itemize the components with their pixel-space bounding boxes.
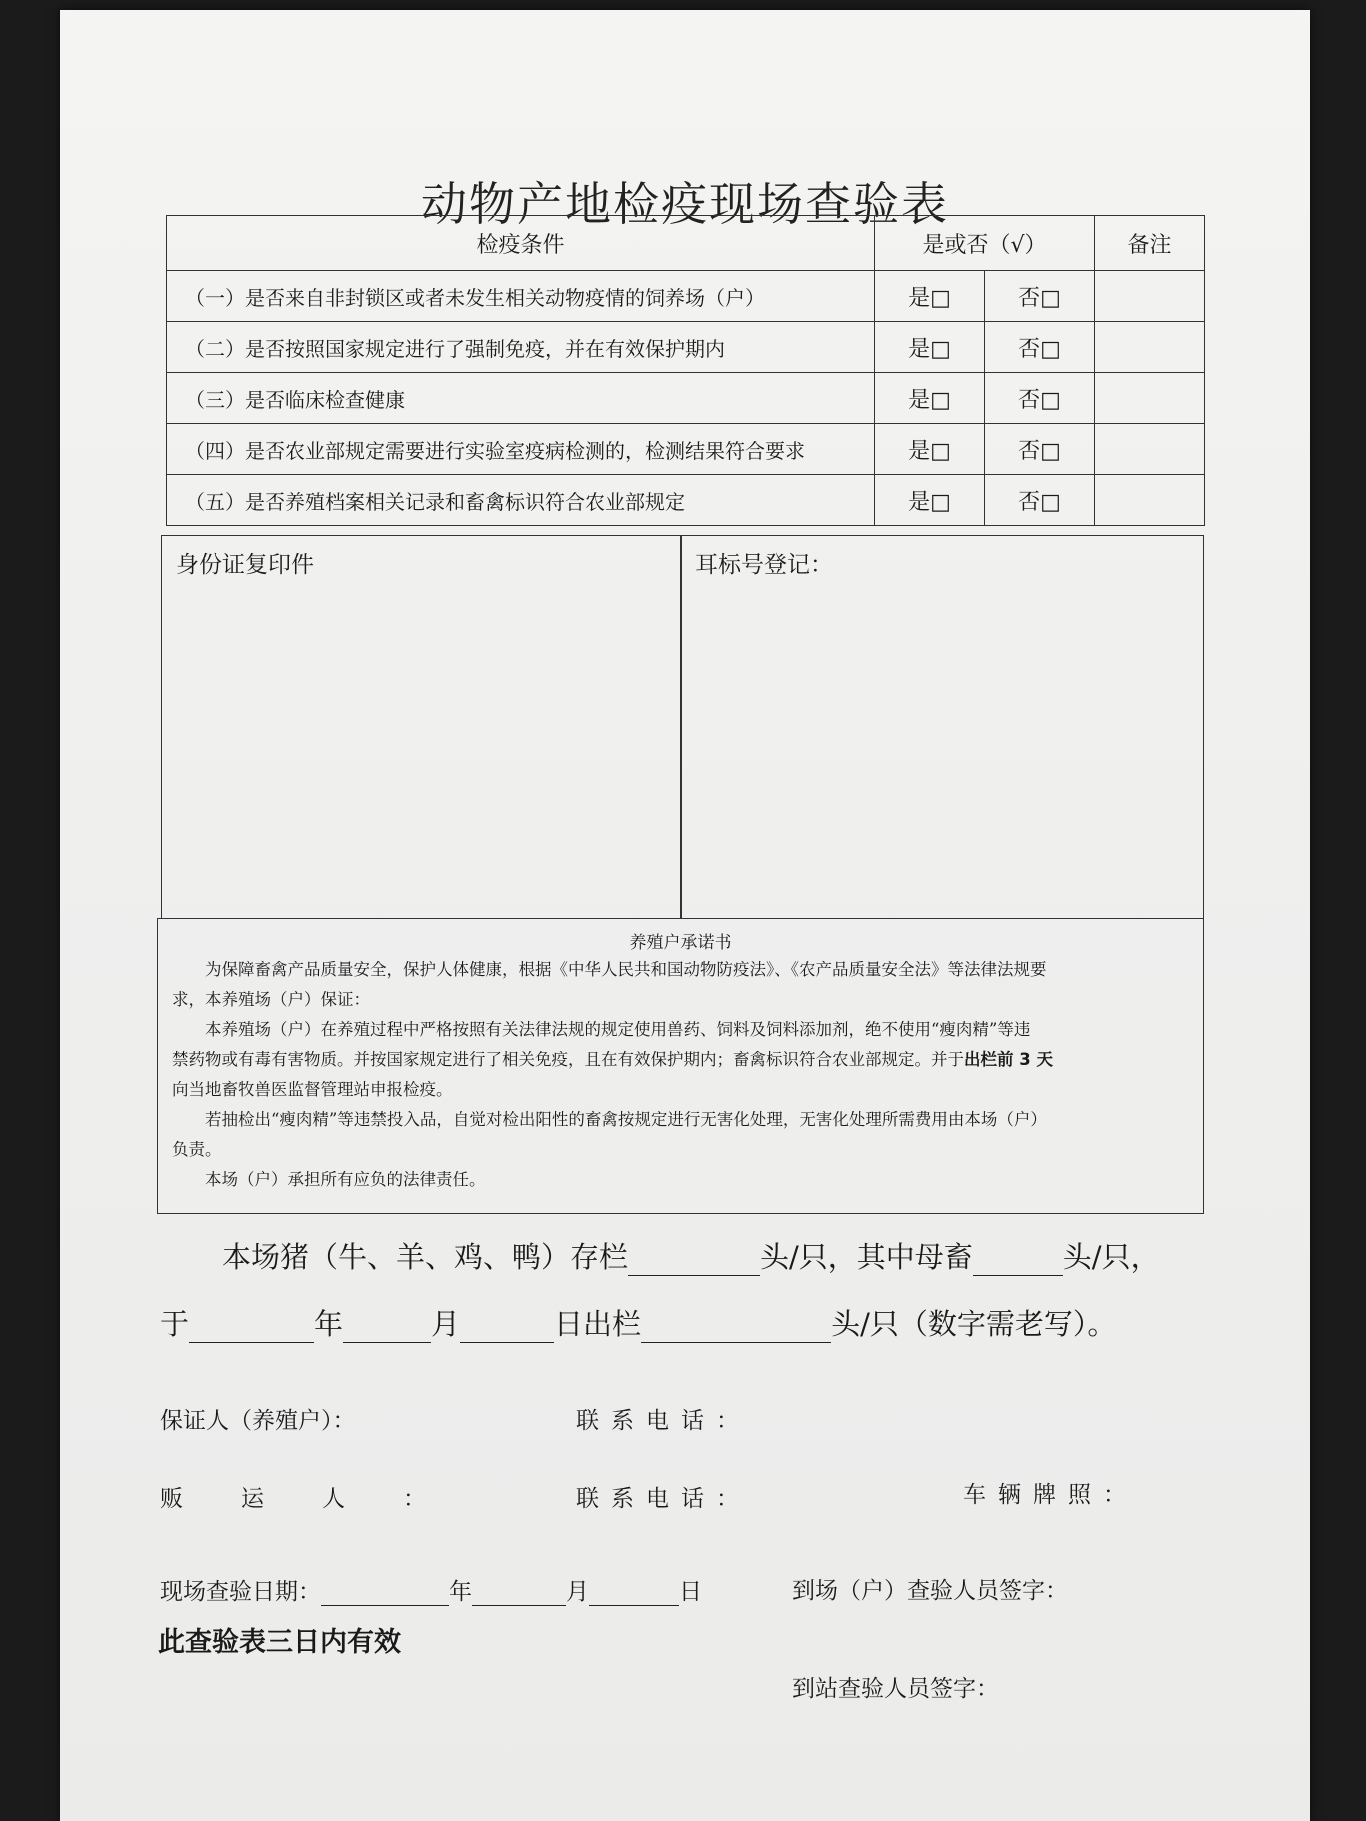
inspection-date-row: 现场查验日期： 年 月 日 <box>160 1579 702 1605</box>
pledge-title: 养殖户承诺书 <box>629 933 732 953</box>
table-row <box>167 271 1205 322</box>
yes-checkbox-5[interactable]: 是□ <box>875 475 985 526</box>
phone-label-2: 联系电话： <box>576 1486 751 1512</box>
pledge-paragraph-2-cont: 禁药物或有毒有害物质。并按国家规定进行了相关免疫，且在有效保护期内；畜禽标识符合农业部规定。并于出栏前 3 天 <box>172 1050 1053 1069</box>
condition-5: （五）是否养殖档案相关记录和畜禽标识符合农业部规定 <box>167 475 875 526</box>
yes-checkbox-3[interactable]: 是□ <box>875 373 985 424</box>
condition-3: （三）是否临床检查健康 <box>167 373 875 424</box>
id-copy-box[interactable] <box>161 535 682 919</box>
header-note: 备注 <box>1095 216 1205 271</box>
inspection-conditions-table <box>166 215 1205 526</box>
table-row <box>167 373 1205 424</box>
stock-line-2: 于 年 月 日出栏 头/只（数字需老写）。 <box>160 1307 1117 1341</box>
out-month-field[interactable] <box>343 1314 431 1343</box>
id-copy-label: 身份证复印件 <box>176 552 314 578</box>
inspection-year-field[interactable] <box>321 1579 449 1606</box>
phone-label-1: 联系电话： <box>576 1408 751 1434</box>
female-count-field[interactable] <box>973 1247 1063 1276</box>
note-cell-3[interactable] <box>1095 373 1205 424</box>
condition-1: （一）是否来自非封锁区或者未发生相关动物疫情的饲养场（户） <box>167 271 875 322</box>
document-title: 动物产地检疫现场查验表 <box>421 177 949 231</box>
pledge-paragraph-2-end: 向当地畜牧兽医监督管理站申报检疫。 <box>172 1080 453 1099</box>
pledge-paragraph-1: 为保障畜禽产品质量安全，保护人体健康，根据《中华人民共和国动物防疫法》、《农产品质量安全法》等法律法规要 <box>205 960 1047 979</box>
note-cell-4[interactable] <box>1095 424 1205 475</box>
transporter-label: 贩运人： <box>160 1486 484 1512</box>
yes-checkbox-1[interactable]: 是□ <box>875 271 985 322</box>
out-day-field[interactable] <box>460 1314 554 1343</box>
condition-4: （四）是否农业部规定需要进行实验室疫病检测的，检测结果符合要求 <box>167 424 875 475</box>
no-checkbox-5[interactable]: 否□ <box>985 475 1095 526</box>
condition-2: （二）是否按照国家规定进行了强制免疫，并在有效保护期内 <box>167 322 875 373</box>
table-header-row <box>167 216 1205 271</box>
pledge-paragraph-2: 本养殖场（户）在养殖过程中严格按照有关法律法规的规定使用兽药、饲料及饲料添加剂，绝不使用“瘦肉精”等违 <box>205 1020 1031 1039</box>
pledge-paragraph-3: 若抽检出“瘦肉精”等违禁投入品，自觉对检出阳性的畜禽按规定进行无害化处理，无害化处理所需费用由本场（户） <box>205 1110 1047 1129</box>
out-count-field[interactable] <box>641 1314 831 1343</box>
pledge-paragraph-1-cont: 求，本养殖场（户）保证： <box>172 990 370 1009</box>
out-year-field[interactable] <box>189 1314 314 1343</box>
table-row <box>167 424 1205 475</box>
pledge-deadline: 出栏前 3 天 <box>964 1050 1053 1069</box>
plate-label: 车辆牌照： <box>963 1482 1138 1508</box>
no-checkbox-1[interactable]: 否□ <box>985 271 1095 322</box>
note-cell-5[interactable] <box>1095 475 1205 526</box>
farmer-pledge <box>157 918 1204 1214</box>
validity-notice: 此查验表三日内有效 <box>158 1627 401 1658</box>
stock-line-1: 本场猪（牛、羊、鸡、鸭）存栏 头/只，其中母畜 头/只， <box>222 1240 1160 1274</box>
yes-checkbox-4[interactable]: 是□ <box>875 424 985 475</box>
inspection-day-field[interactable] <box>589 1579 679 1606</box>
note-cell-1[interactable] <box>1095 271 1205 322</box>
pledge-paragraph-3-cont: 负责。 <box>172 1140 222 1159</box>
no-checkbox-4[interactable]: 否□ <box>985 424 1095 475</box>
guarantor-label: 保证人（养殖户）： <box>160 1408 356 1434</box>
note-cell-2[interactable] <box>1095 322 1205 373</box>
ear-tag-label: 耳标号登记： <box>695 552 833 578</box>
table-row <box>167 475 1205 526</box>
table-row <box>167 322 1205 373</box>
station-inspector-signature-label: 到站查验人员签字： <box>792 1676 999 1702</box>
no-checkbox-2[interactable]: 否□ <box>985 322 1095 373</box>
no-checkbox-3[interactable]: 否□ <box>985 373 1095 424</box>
pledge-paragraph-4: 本场（户）承担所有应负的法律责任。 <box>205 1170 486 1189</box>
inspection-month-field[interactable] <box>472 1579 566 1606</box>
document-page <box>60 10 1310 1821</box>
yes-checkbox-2[interactable]: 是□ <box>875 322 985 373</box>
farm-inspector-signature-label: 到场（户）查验人员签字： <box>792 1578 1068 1604</box>
ear-tag-box[interactable] <box>680 535 1204 919</box>
header-condition: 检疫条件 <box>167 216 875 271</box>
stock-count-field[interactable] <box>628 1247 760 1276</box>
header-yes-no: 是或否（√） <box>875 216 1095 271</box>
